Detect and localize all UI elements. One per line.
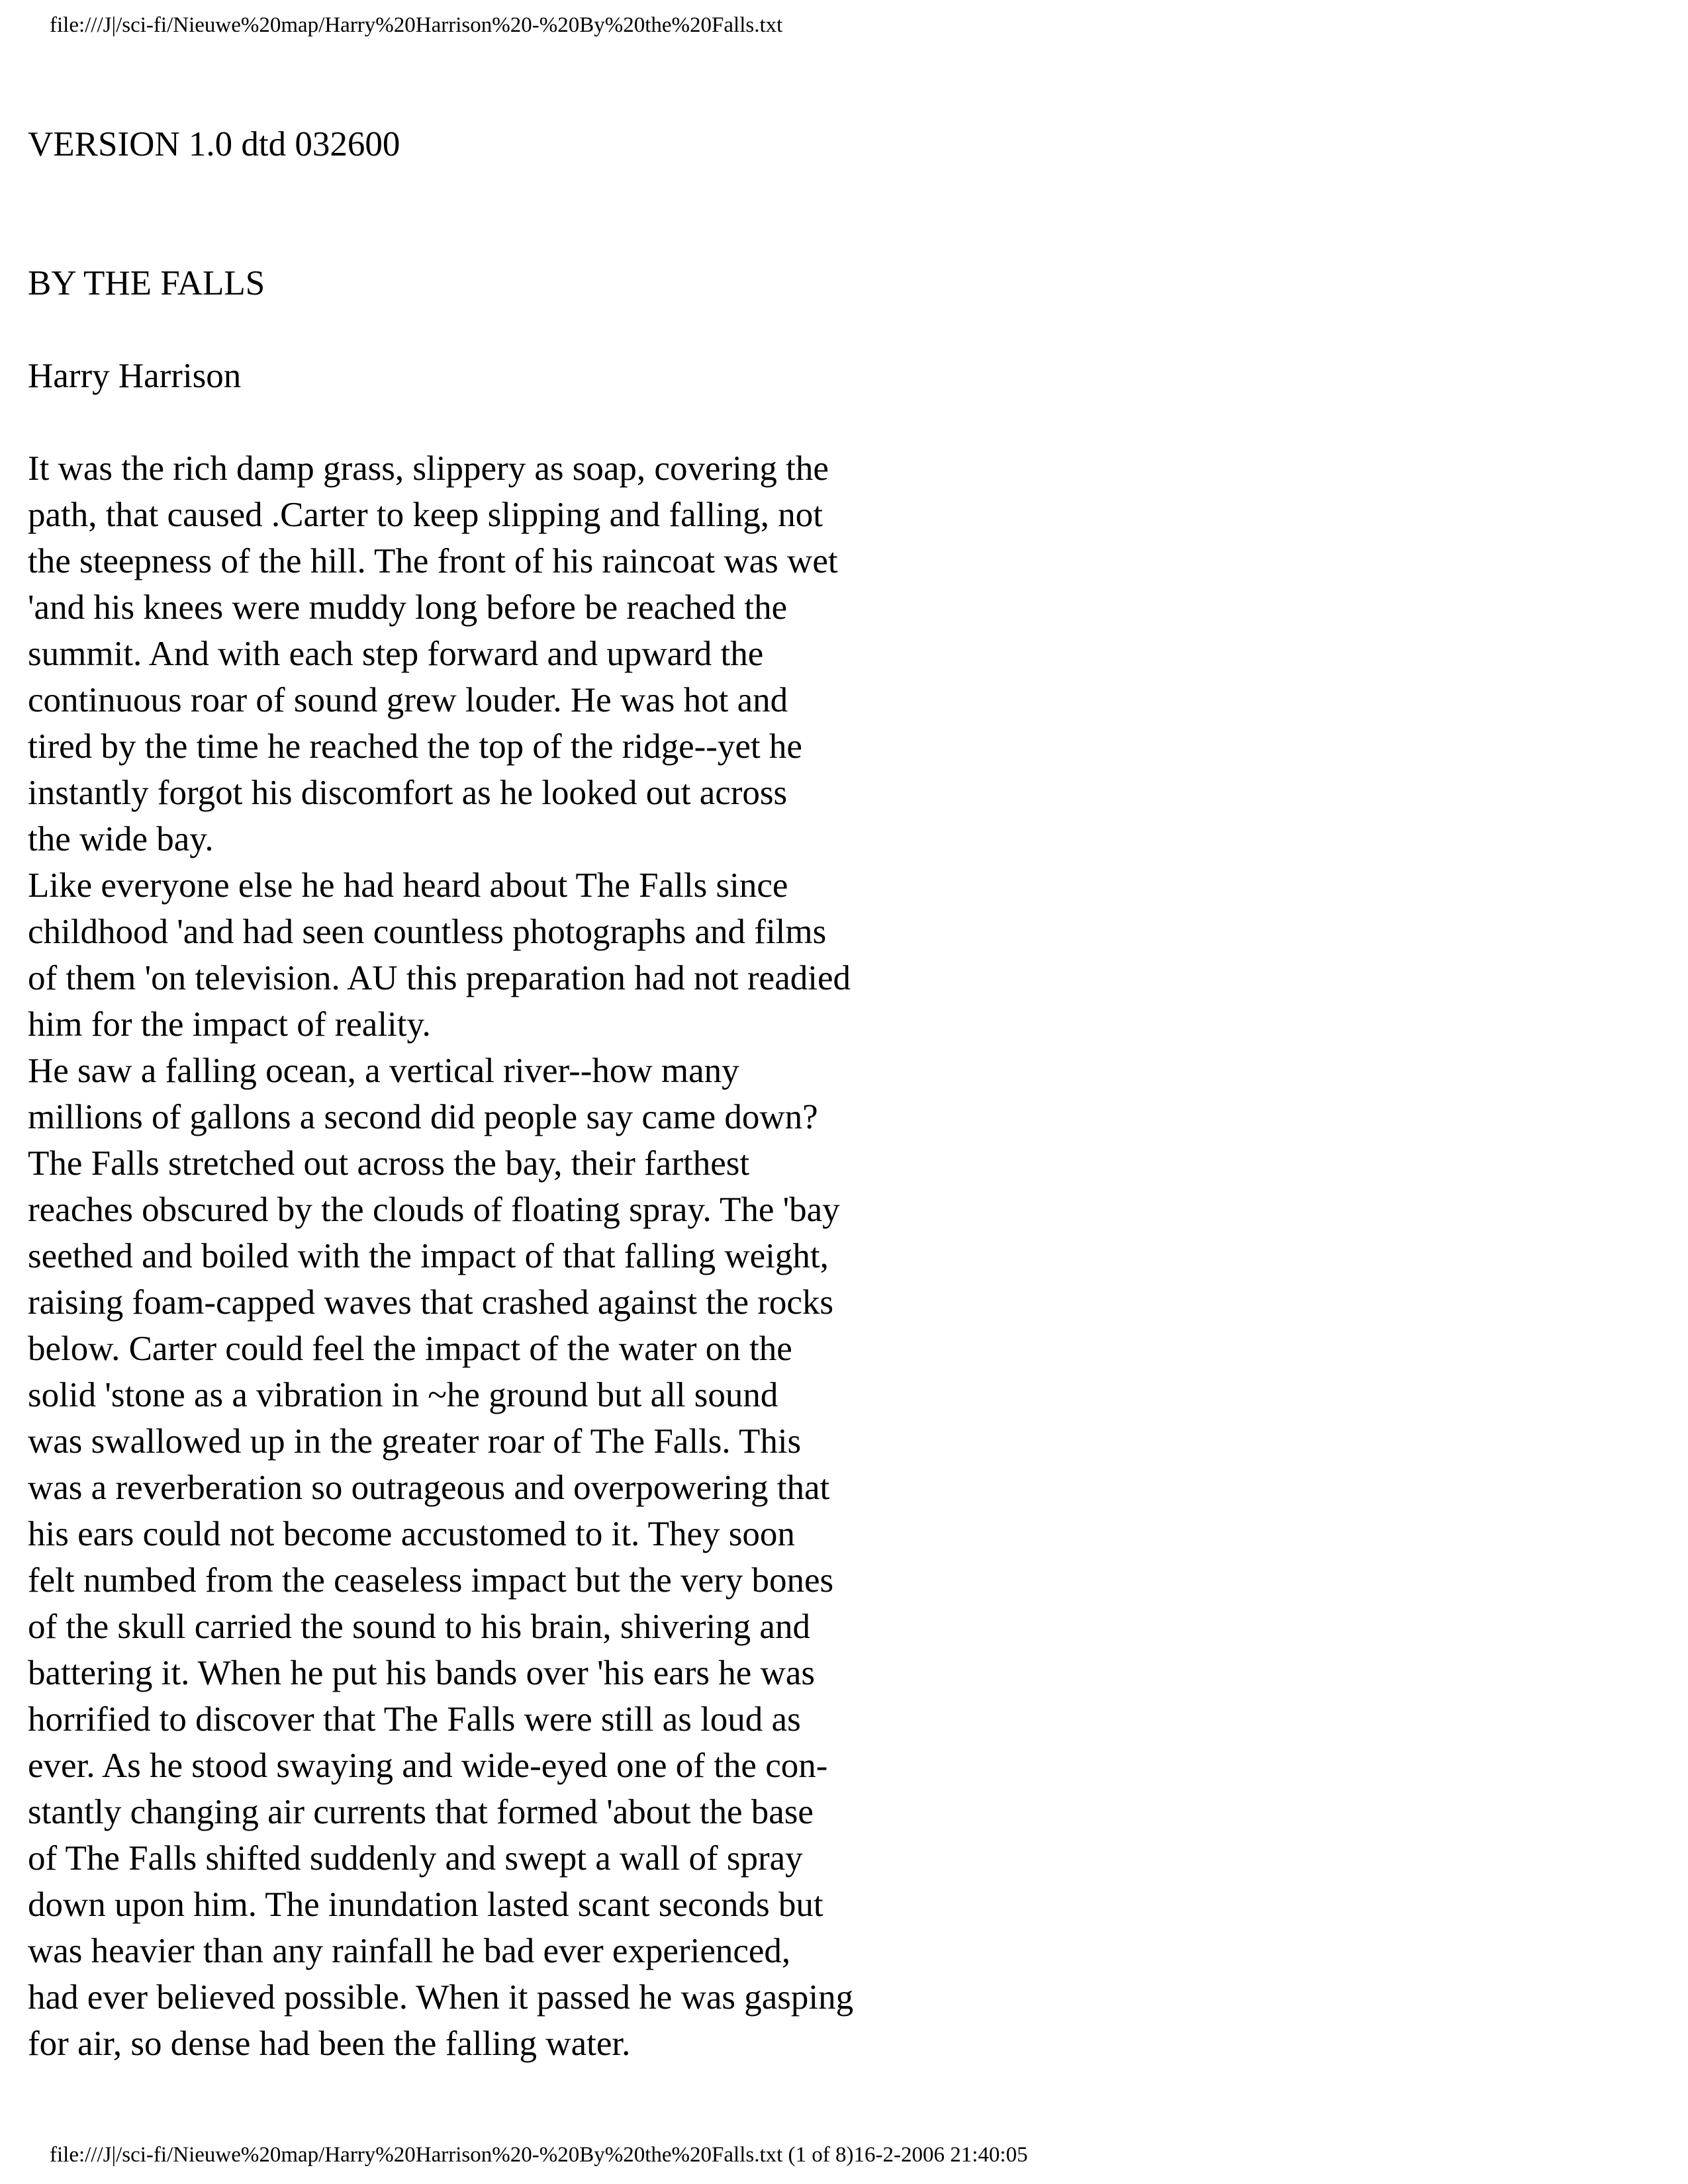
text-line: him for the impact of reality. [28,1005,431,1044]
text-line: Like everyone else he had heard about The Falls since [28,866,788,905]
text-line: millions of gallons a second did people say came down? [28,1098,818,1136]
text-line: continuous roar of sound grew louder. He was hot and [28,681,788,719]
text-line: horrified to discover that The Falls were still as loud as [28,1700,801,1739]
text-line: down upon him. The inundation lasted scant seconds but [28,1886,823,1924]
header-file-url: file:///J|/sci-fi/Nieuwe%20map/Harry%20Harrison%20-%20By%20the%20Falls.txt [50,13,783,37]
author-name: Harry Harrison [28,357,242,395]
text-line: the steepness of the hill. The front of his raincoat was wet [28,542,838,580]
text-line: was a reverberation so outrageous and overpowering that [28,1469,830,1507]
text-line: had ever believed possible. When it passed he was gasping [28,1978,854,2017]
text-line: was heavier than any rainfall he bad ever experienced, [28,1932,791,1970]
text-line: summit. And with each step forward and upward the [28,635,764,673]
text-line: solid 'stone as a vibration in ~he ground but all sound [28,1376,778,1414]
text-line: tired by the time he reached the top of the ridge--yet he [28,727,802,766]
story-title: BY THE FALLS [28,264,265,302]
text-line: his ears could not become accustomed to it. They soon [28,1515,795,1553]
text-line: It was the rich damp grass, slippery as soap, covering the [28,449,829,488]
text-line: stantly changing air currents that formed 'about the base [28,1793,814,1831]
text-line: ever. As he stood swaying and wide-eyed one of the con- [28,1747,828,1785]
text-line: the wide bay. [28,820,214,858]
text-line: reaches obscured by the clouds of floating spray. The 'bay [28,1191,840,1229]
text-line: path, that caused .Carter to keep slipping and falling, not [28,496,823,534]
text-line: was swallowed up in the greater roar of The Falls. This [28,1422,802,1461]
text-line: below. Carter could feel the impact of the water on the [28,1330,792,1368]
text-line: instantly forgot his discomfort as he looked out across [28,774,788,812]
version-line: VERSION 1.0 dtd 032600 [28,125,400,163]
text-line: seethed and boiled with the impact of that falling weight, [28,1237,829,1275]
text-line: battering it. When he put his bands over 'his ears he was [28,1654,816,1692]
text-line: of the skull carried the sound to his brain, shivering and [28,1608,810,1646]
text-line: 'and his knees were muddy long before be reached the [28,588,788,627]
footer-file-info: file:///J|/sci-fi/Nieuwe%20map/Harry%20Harrison%20-%20By%20the%20Falls.txt (1 of 8)16-2-2006 21:40:05 [50,2143,1028,2167]
text-line: felt numbed from the ceaseless impact but the very bones [28,1561,834,1600]
text-line: The Falls stretched out across the bay, their farthest [28,1144,750,1183]
text-line: raising foam-capped waves that crashed against the rocks [28,1283,834,1322]
text-line: He saw a falling ocean, a vertical river--how many [28,1052,739,1090]
text-line: of The Falls shifted suddenly and swept a wall of spray [28,1839,803,1878]
text-line: of them 'on television. AU this preparation had not readied [28,959,851,997]
text-line: childhood 'and had seen countless photographs and films [28,913,827,951]
text-line: for air, so dense had been the falling water. [28,2025,631,2063]
